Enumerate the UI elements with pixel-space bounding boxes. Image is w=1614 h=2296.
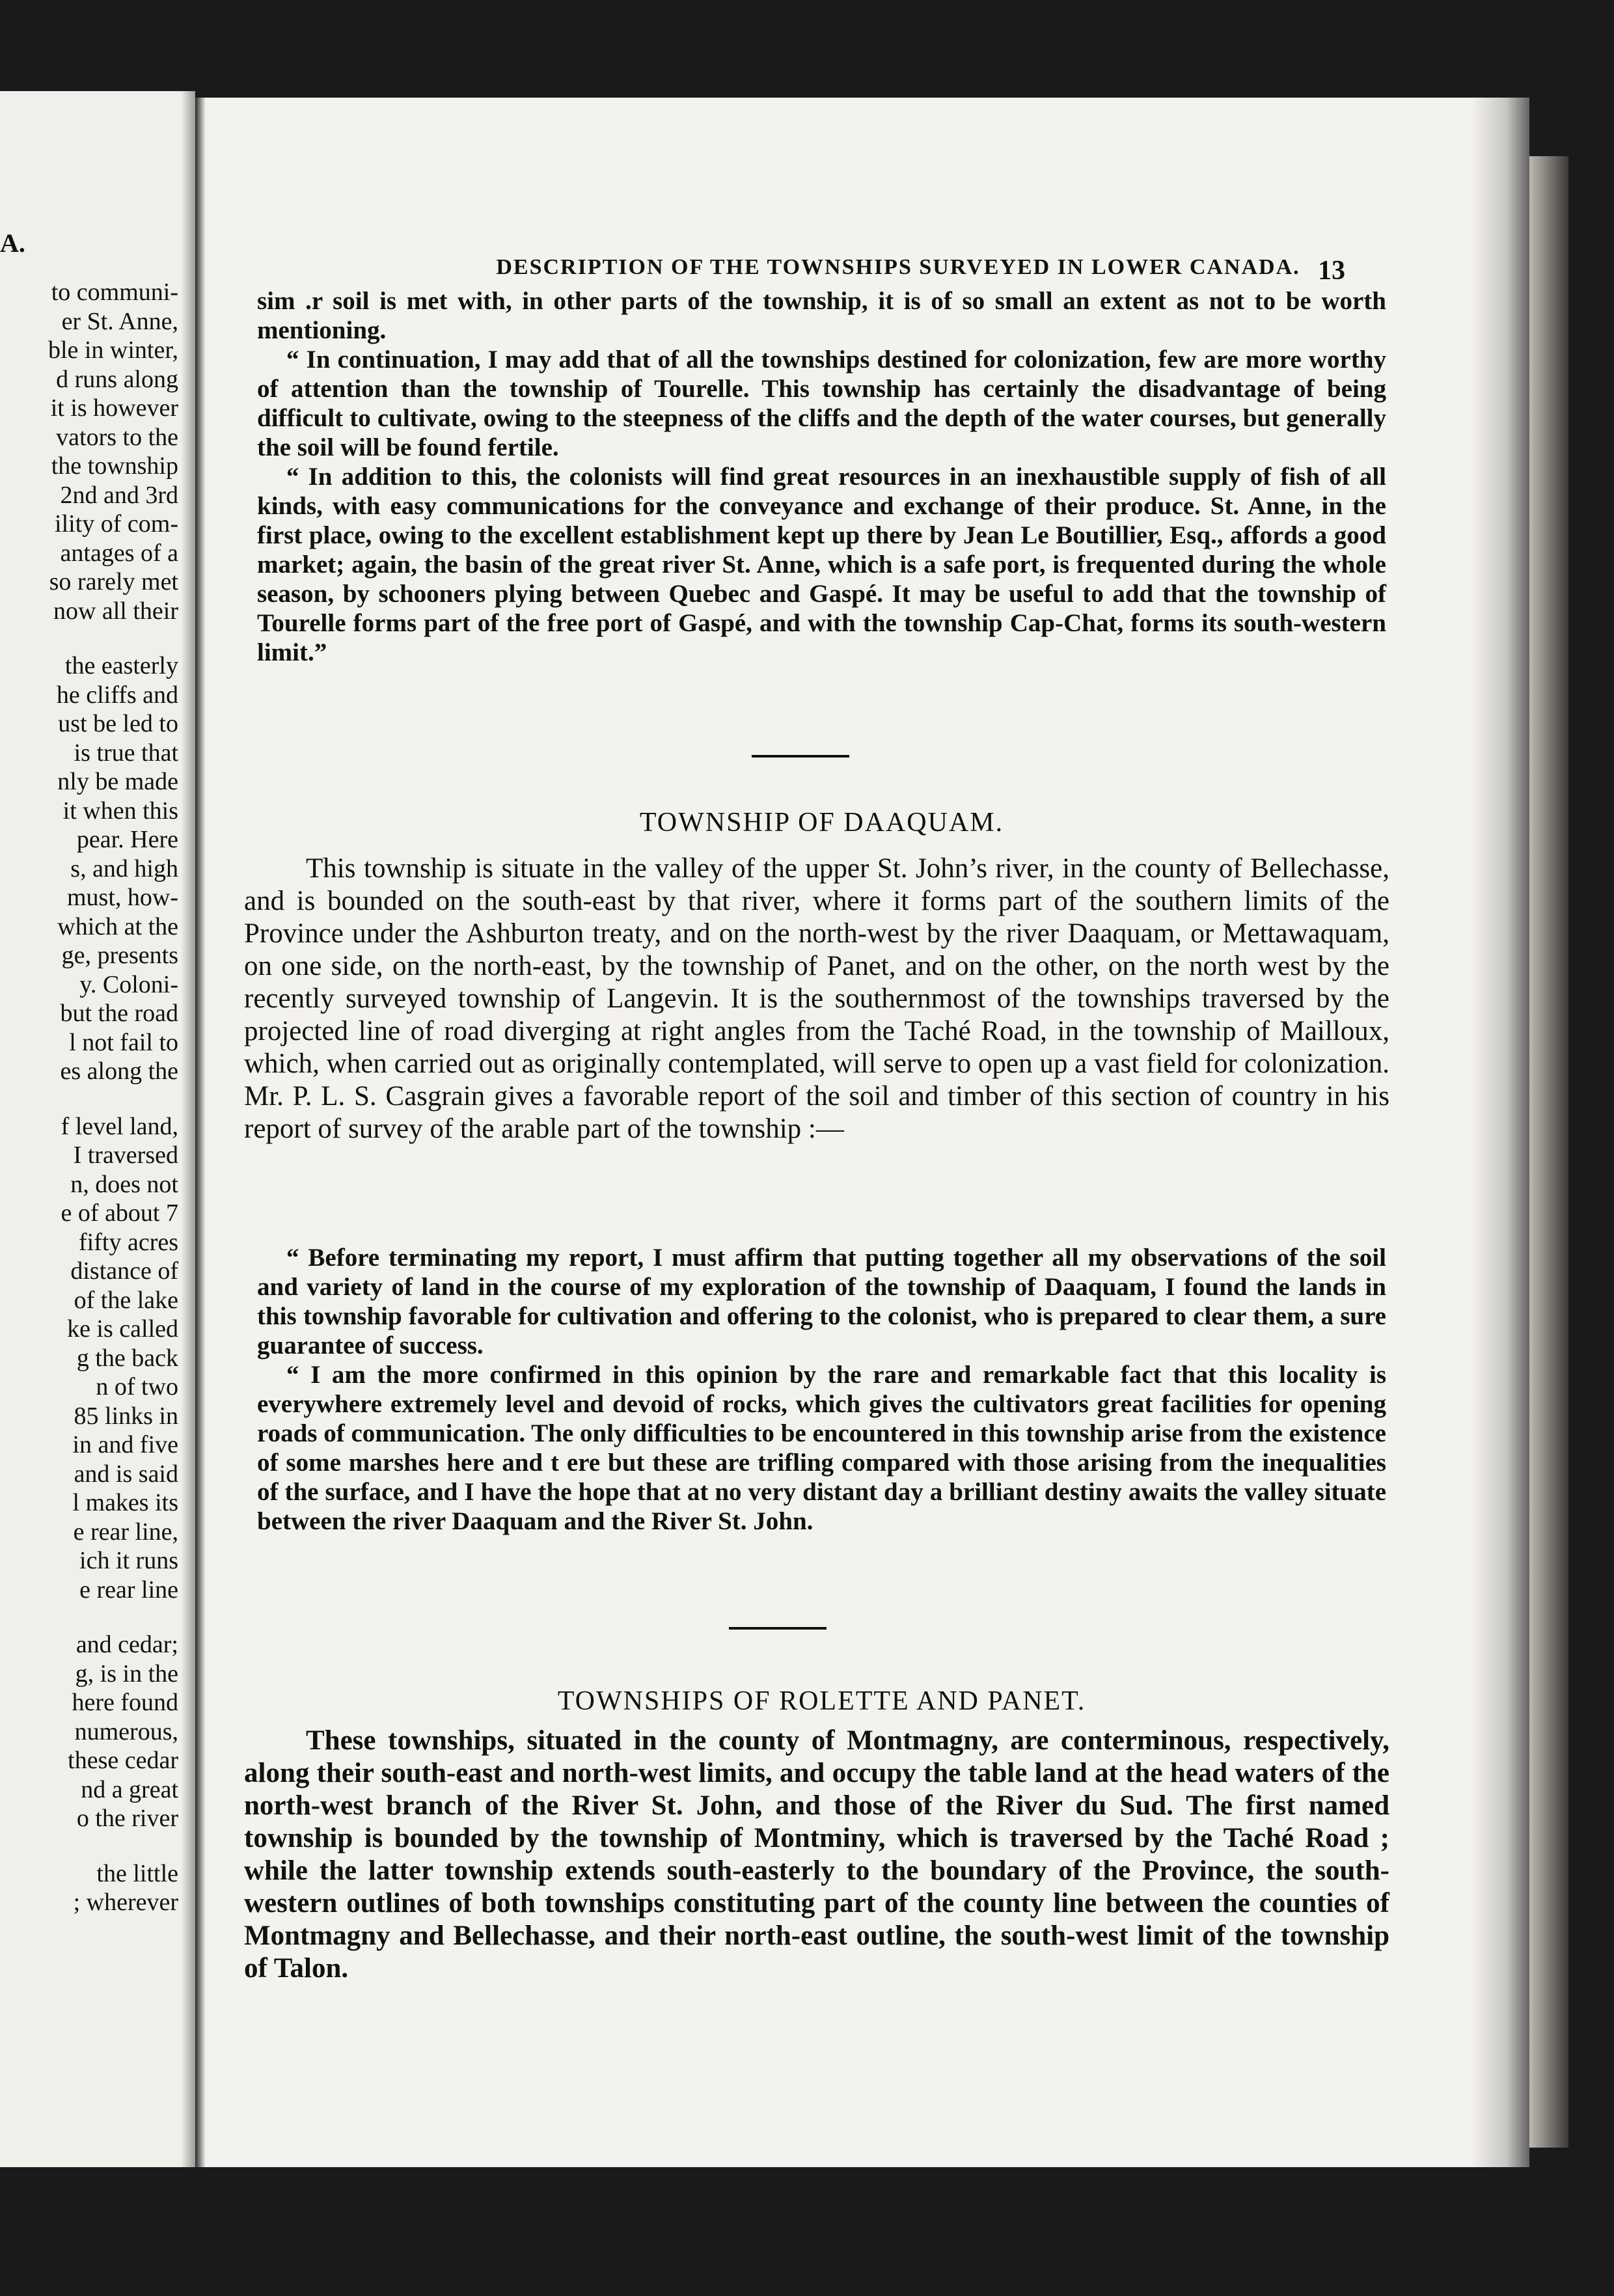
left-page-line: ; wherever <box>73 1889 178 1916</box>
running-head: DESCRIPTION OF THE TOWNSHIPS SURVEYED IN LOWER CANADA. <box>496 255 1300 279</box>
left-page-line: f level land, <box>61 1112 178 1140</box>
daaquam-body <box>244 853 1389 1145</box>
left-page-line: s, and high <box>70 854 178 882</box>
left-page-line: n of two <box>96 1373 178 1401</box>
left-page-line: g the back <box>76 1344 178 1372</box>
left-page-line: antages of a <box>60 539 178 567</box>
left-page-line: l makes its <box>72 1489 178 1516</box>
quote-para-1: sim .r soil is met with, in other parts of the township, it is of so small an extent as not to be worth mentioning. <box>257 287 1386 344</box>
left-page-line: and cedar; <box>75 1631 178 1658</box>
left-page-line: distance of <box>70 1257 178 1285</box>
left-page-line: 85 links in <box>74 1402 178 1430</box>
left-page-line: e of about 7 <box>61 1199 178 1227</box>
left-page-line: he cliffs and <box>56 681 178 709</box>
left-page-line: e rear line, <box>73 1518 178 1546</box>
left-facing-page <box>0 91 195 2167</box>
left-page-line: I traversed <box>73 1141 178 1169</box>
left-page-line: vators to the <box>56 423 178 451</box>
left-page-line: these cedar <box>68 1747 178 1774</box>
left-page-line: now all their <box>53 597 178 625</box>
left-page-line: is true that <box>74 739 178 767</box>
daaquam-quote <box>257 1243 1386 1536</box>
section-divider <box>752 755 849 758</box>
main-page <box>195 98 1529 2167</box>
left-page-line: here found <box>72 1689 178 1716</box>
left-page-line: ich it runs <box>79 1547 178 1574</box>
left-page-line: o the river <box>76 1805 178 1832</box>
left-page-line: ble in winter, <box>48 336 178 364</box>
left-page-line: g, is in the <box>75 1660 178 1688</box>
left-page-line: n, does not <box>70 1170 178 1198</box>
left-page-line: it when this <box>62 797 178 825</box>
left-page-line: nd a great <box>81 1775 178 1803</box>
rolette-body <box>244 1725 1389 1985</box>
left-page-line: of the lake <box>74 1286 178 1314</box>
left-page-line: must, how- <box>67 884 178 911</box>
quote-continuation <box>257 286 1386 667</box>
left-page-line: nly be made <box>57 768 178 795</box>
page-edges <box>1529 156 1568 2148</box>
daaquam-quote-para-2: “ I am the more confirmed in this opinion by the rare and remarkable fact that this locality is everywhere extremely level and devoid of rocks, which gives the cultivators great facilities for opening roads of communication. The only difficulties to be encountered in this township arise from the existence of some marshes here and t ere but these are trifling compared with those arising from the inequalities of the surface, and I have the hope that at no very distant day a brilliant destiny awaits the valley situate between the river Daaquam and the River St. John. <box>257 1361 1386 1535</box>
page-number: 13 <box>1318 256 1345 286</box>
section-divider <box>729 1627 827 1630</box>
left-page-line: it is however <box>50 394 178 422</box>
left-page-line: y. Coloni- <box>79 970 178 998</box>
left-page-line: numerous, <box>74 1717 178 1745</box>
left-page-line: er St. Anne, <box>61 307 178 335</box>
left-page-line: the township <box>51 452 178 480</box>
left-page-line: fifty acres <box>79 1228 178 1256</box>
left-page-line: 2nd and 3rd <box>60 481 178 509</box>
left-page-line: e rear line <box>79 1576 178 1604</box>
left-page-header: A. <box>0 228 25 258</box>
quote-para-2: “ In continuation, I may add that of all the townships destined for colonization, few are more worthy of attention than the township of Tourelle. This township has certainly the disadvantage of being difficult to cultivate, owing to the steepness of the cliffs and the depth of the water courses, but generally the soil will be found fertile. <box>257 346 1386 461</box>
left-page-line: ust be led to <box>58 710 178 737</box>
left-page-line: the easterly <box>64 652 178 679</box>
left-page-line: d runs along <box>56 365 178 393</box>
left-page-line: and is said <box>74 1460 178 1488</box>
rolette-paragraph: These townships, situated in the county of Montmagny, are conterminous, respectively, along their south-east and north-west limits, and occupy the table land at the head waters of the north-west branch of the River St. John, and those of the River du Sud. The first named township is bounded by the township of Montminy, which is traversed by the Taché Road ; while the latter township extends south-easterly to the boundary of the Province, the south-western outlines of both townships constituting part of the county line between the counties of Montmagny and Bellechasse, and their north-east outline, the south-west limit of the township of Talon. <box>244 1725 1389 1984</box>
left-page-line: which at the <box>57 912 178 940</box>
left-page-line: l not fail to <box>69 1028 178 1056</box>
left-page-line: ge, presents <box>61 942 178 969</box>
left-page-line: pear. Here <box>76 826 178 853</box>
binding-edge <box>195 98 206 2167</box>
left-page-line: ke is called <box>67 1315 178 1343</box>
left-page-line: so rarely met <box>49 568 178 595</box>
left-page-line: to communi- <box>51 279 178 306</box>
section-title-daaquam: TOWNSHIP OF DAAQUAM. <box>639 808 1004 838</box>
gutter-shadow <box>181 91 195 2167</box>
left-page-line: ility of com- <box>55 510 178 538</box>
section-title-rolette: TOWNSHIPS OF ROLETTE AND PANET. <box>557 1686 1086 1716</box>
left-page-line: but the road <box>60 1000 178 1027</box>
left-page-line: es along the <box>60 1058 178 1085</box>
page-curl-shadow <box>1471 98 1529 2167</box>
left-page-line: in and five <box>72 1431 178 1458</box>
daaquam-paragraph: This township is situate in the valley of the upper St. John’s river, in the county of Bellechasse, and is bounded on the south-east by that river, where it forms part of the southern limits of the Province under the Ashburton treaty, and on the north-west by the river Daaquam, or Mettawaquam, on one side, on the north-east, by the township of Panet, and on the other, on the north west by the recently surveyed township of Langevin. It is the southernmost of the townships traversed by the projected line of road diverging at right angles from the Taché Road, in the township of Mailloux, which, when carried out as originally contemplated, will serve to open up a vast field for colonization. Mr. P. L. S. Casgrain gives a favorable report of the soil and timber of this section of country in his report of survey of the arable part of the township :— <box>244 853 1389 1144</box>
daaquam-quote-para-1: “ Before terminating my report, I must affirm that putting together all my observations of the soil and variety of land in the course of my exploration of the township of Daaquam, I found the lands in this township favorable for cultivation and offering to the colonist, who is prepared to clear them, a sure guarantee of success. <box>257 1244 1386 1360</box>
left-page-line: the little <box>96 1859 178 1887</box>
quote-para-3: “ In addition to this, the colonists will find great resources in an inexhaustible supply of fish of all kinds, with easy communications for the conveyance and exchange of their produce. St. Anne, in the first place, owing to the excellent establishment kept up there by Jean Le Boutillier, Esq., affords a good market; again, the basin of the great river St. Anne, which is a safe port, is frequented during the whole season, by schooners plying between Quebec and Gaspé. It may be useful to add that the township of Tourelle forms part of the free port of Gaspé, and with the township Cap-Chat, forms its south-western limit.” <box>257 463 1386 666</box>
